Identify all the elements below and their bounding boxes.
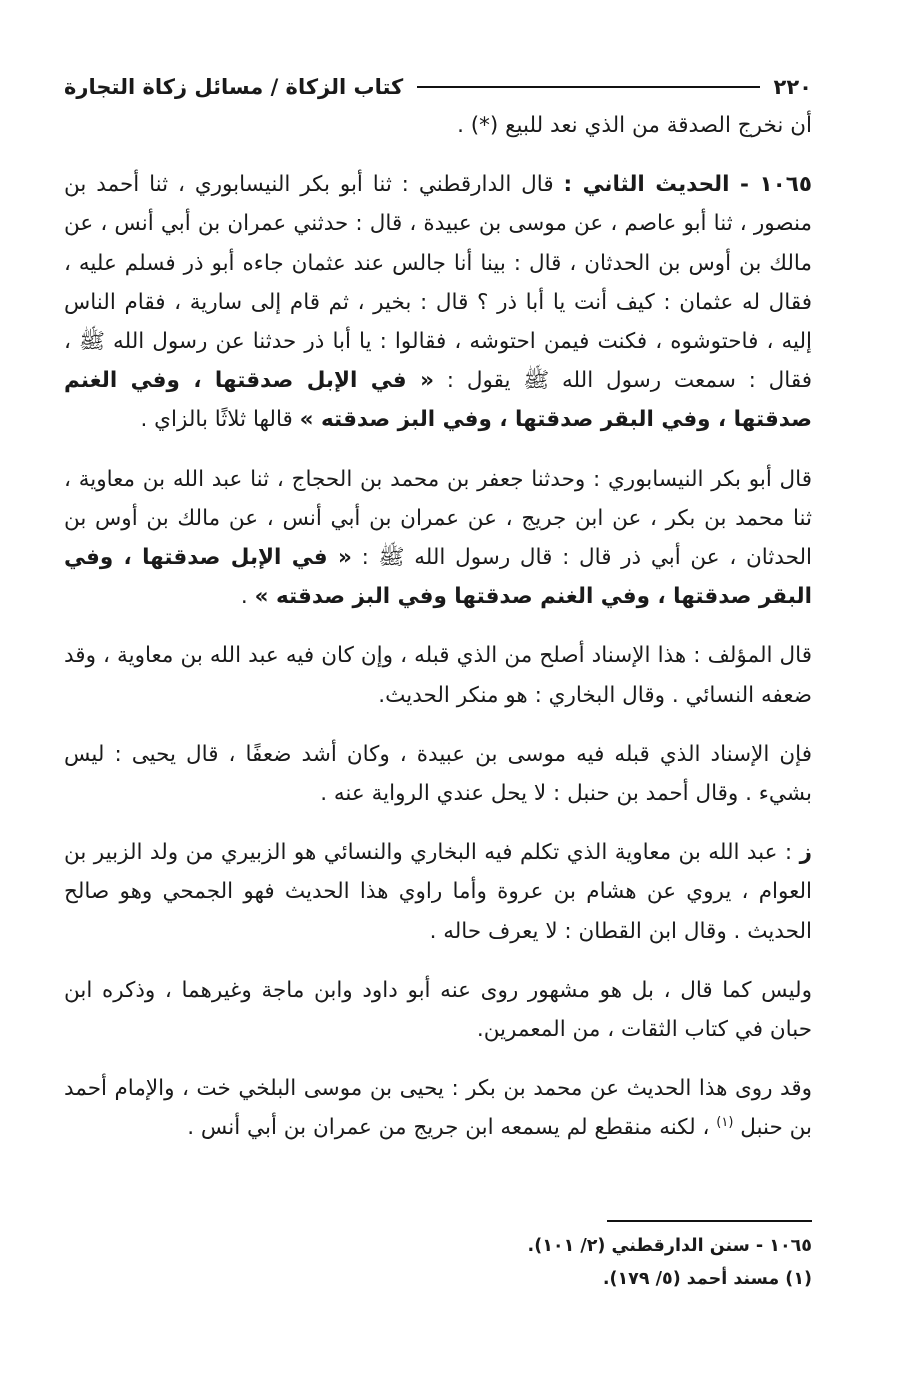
- paragraph-narration: [64, 1069, 812, 1147]
- hadith-quote: « في الإبل صدقتها ، وفي البقر صدقتها ، وفي الغنم صدقتها وفي البز صدقته »: [64, 545, 812, 610]
- paragraph-text: أن نخرج الصدقة من الذي نعد للبيع (*) .: [457, 113, 812, 138]
- running-header: [64, 72, 812, 102]
- paragraph-text: قال أبو بكر النيسابوري : وحدثنا جعفر بن محمد بن الحجاج ، ثنا عبد الله بن معاوية ، ثنا محمد بن بكر ، عن ابن جريج ، عن عمران بن أبي أنس ، عن مالك بن أوس بن الحدثان ، عن أبي ذر قال : قال رسول الله ﷺ :: [64, 466, 812, 571]
- running-title: كتاب الزكاة / مسائل زكاة التجارة: [64, 75, 404, 99]
- paragraph-author: [64, 636, 812, 714]
- paragraph-tail: ، لكنه منقطع لم يسمعه ابن جريج من عمران بن أبي أنس .: [187, 1115, 710, 1141]
- paragraph-text: وقد روى هذا الحديث عن محمد بن بكر : يحيى بن موسى البلخي خ‍ت ، والإمام أحمد بن حنبل: [64, 1076, 812, 1141]
- zay-marker: ز: [799, 840, 812, 866]
- footnote-reference: (١): [716, 1115, 734, 1131]
- hadith-1065: [64, 165, 812, 439]
- paragraph-text: : عبد الله بن معاوية الذي تكلم فيه البخاري والنسائي هو الزبيري من ولد الزبير بن العوام ، يروي عن هشام بن عروة وأما راوي هذا الحديث فهو الجمحي وهو صالح الحديث . وقال ابن القطان : لا يعرف حاله .: [64, 840, 812, 944]
- paragraph-text: وليس كما قال ، بل هو مشهور روى عنه أبو داود وابن ماجة وغيرهما ، وذكره ابن حبان في كتاب الثقات ، من المعمرين.: [64, 977, 812, 1043]
- page-number: ٢٢٠: [773, 75, 812, 99]
- paragraph-response: [64, 971, 812, 1049]
- footnotes: [64, 1220, 812, 1296]
- paragraph-text: فإن الإسناد الذي قبله فيه موسى بن عبيدة ، وكان أشد ضعفًا ، قال يحيى : ليس بشيء . وقال أحمد بن حنبل : لا يحل عندي الرواية عنه .: [64, 741, 812, 807]
- paragraph-text: قال المؤلف : هذا الإسناد أصلح من الذي قبله ، وإن كان فيه عبد الله بن معاوية ، وقد ضعفه النسائي . وقال البخاري : هو منكر الحديث.: [64, 643, 812, 708]
- paragraph-isnad: [64, 735, 812, 813]
- header-rule: [417, 86, 759, 88]
- paragraph-tail: قالها ثلاثًا بالزاي .: [140, 407, 293, 433]
- paragraph-tail: .: [240, 584, 248, 610]
- paragraph-zay-note: [64, 833, 812, 951]
- paragraph-naysaburi: [64, 460, 812, 617]
- hadith-quote: « في الإبل صدقتها ، وفي الغنم صدقتها ، وفي البقر صدقتها ، وفي البز صدقته »: [64, 368, 812, 433]
- hadith-number: ١٠٦٥ - الحديث الثاني :: [563, 172, 812, 198]
- footnote-rule: [607, 1220, 812, 1222]
- paragraph-continuation: [64, 106, 812, 145]
- paragraph-text: قال الدارقطني : ثنا أبو بكر النيسابوري ، ثنا أحمد بن منصور ، ثنا أبو عاصم ، عن موسى بن عبيدة ، قال : حدثني عمران بن أبي أنس ، عن مالك بن أوس بن الحدثان ، قال : بينا أنا جالس عند عثمان جاءه أبو ذر فسلم عليه ، فقال له عثمان : كيف أنت يا أبا ذر ؟ قال : بخير ، ثم قام إلى سارية ، فقام الناس إليه ، فاحتوشوه ، فكنت فيمن احتوشه ، فقالوا : يا أبا ذر حدثنا عن رسول الله ﷺ ، فقال : سمعت رسول الله ﷺ يقول :: [64, 172, 813, 394]
- footnote: ١٠٦٥ - سنن الدارقطني (٢/ ١٠١).: [527, 1236, 812, 1256]
- footnote: (١) مسند أحمد (٥/ ١٧٩).: [602, 1269, 812, 1289]
- page-body: [64, 72, 812, 1168]
